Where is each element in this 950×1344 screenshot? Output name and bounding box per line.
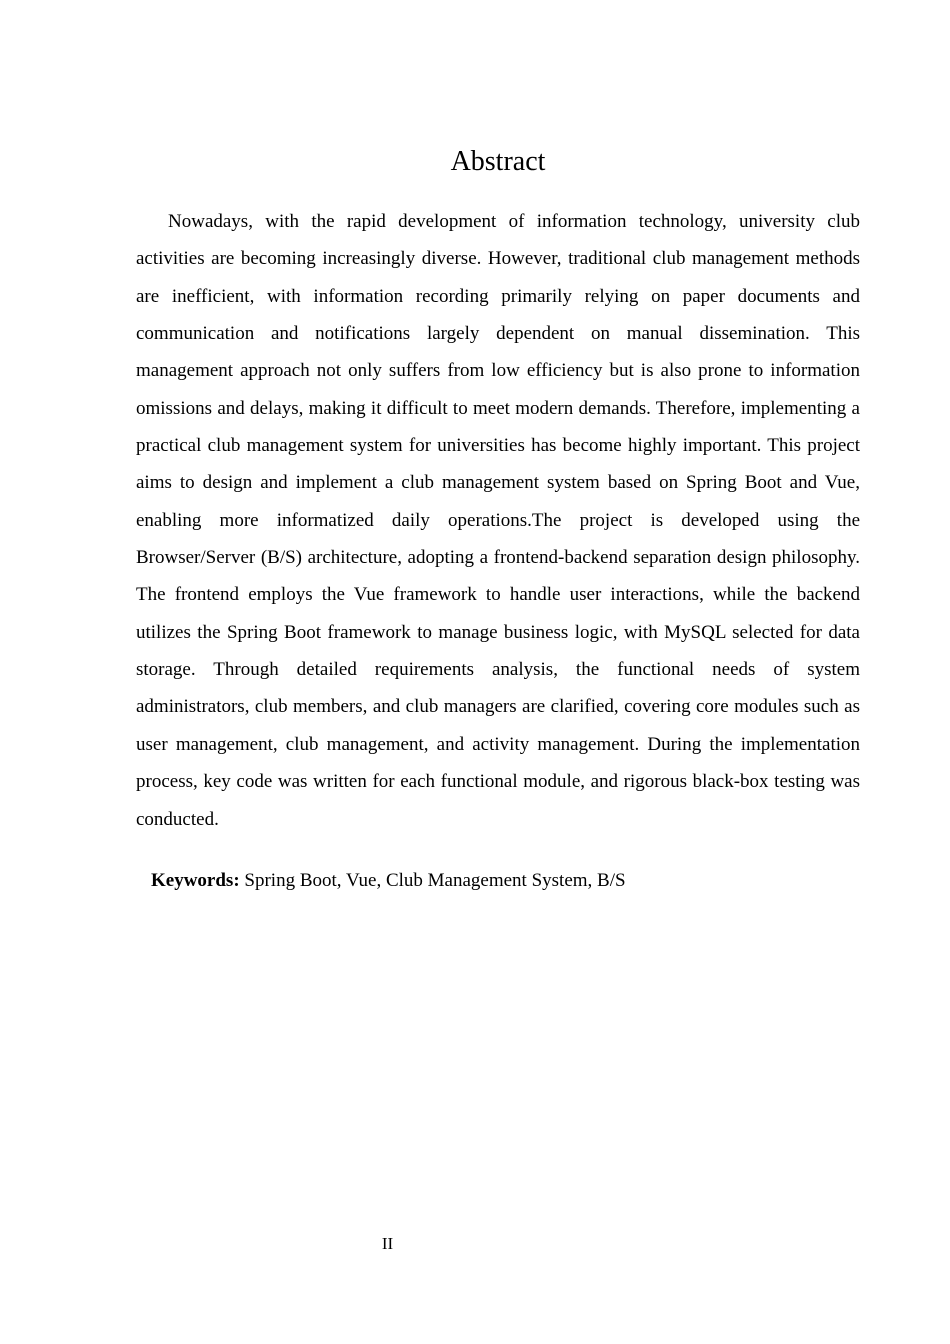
paragraph-line: storage. Through detailed requirements analysis, the functional needs of system <box>136 659 860 681</box>
paragraph-line: enabling more informatized daily operations.The project is developed using the <box>136 509 860 531</box>
page-title: Abstract <box>450 146 546 177</box>
paragraph-line: administrators, club members, and club managers are clarified, covering core modules such as <box>136 696 860 718</box>
keywords-text: Spring Boot, Vue, Club Management System, B/S <box>244 870 626 891</box>
paragraph-line: utilizes the Spring Boot framework to manage business logic, with MySQL selected for data <box>136 621 860 643</box>
paragraph-line: The frontend employs the Vue framework to handle user interactions, while the backend <box>136 584 860 606</box>
paragraph-line: omissions and delays, making it difficult to meet modern demands. Therefore, implementing a <box>136 397 860 419</box>
paragraph-line: activities are becoming increasingly diverse. However, traditional club management methods <box>136 248 860 270</box>
paragraph-line: communication and notifications largely dependent on manual dissemination. This <box>136 323 860 345</box>
paragraph-line: practical club management system for universities has become highly important. This project <box>136 435 860 457</box>
paragraph-line: process, key code was written for each functional module, and rigorous black-box testing was <box>136 771 860 793</box>
abstract-paragraph <box>136 203 860 838</box>
paragraph-line: Browser/Server (B/S) architecture, adopting a frontend-backend separation design philosophy. <box>136 547 860 569</box>
keywords-line <box>151 869 860 892</box>
page-number: II <box>381 1234 394 1253</box>
paragraph-line: Nowadays, with the rapid development of information technology, university club <box>168 211 860 232</box>
keywords-label: Keywords: <box>151 870 240 891</box>
paragraph-line: user management, club management, and activity management. During the implementation <box>136 733 860 755</box>
paragraph-line: aims to design and implement a club management system based on Spring Boot and Vue, <box>136 472 860 494</box>
paragraph-line: are inefficient, with information recording primarily relying on paper documents and <box>136 285 860 307</box>
paragraph-line: management approach not only suffers from low efficiency but is also prone to information <box>136 360 860 382</box>
paragraph-line: conducted. <box>136 808 219 830</box>
